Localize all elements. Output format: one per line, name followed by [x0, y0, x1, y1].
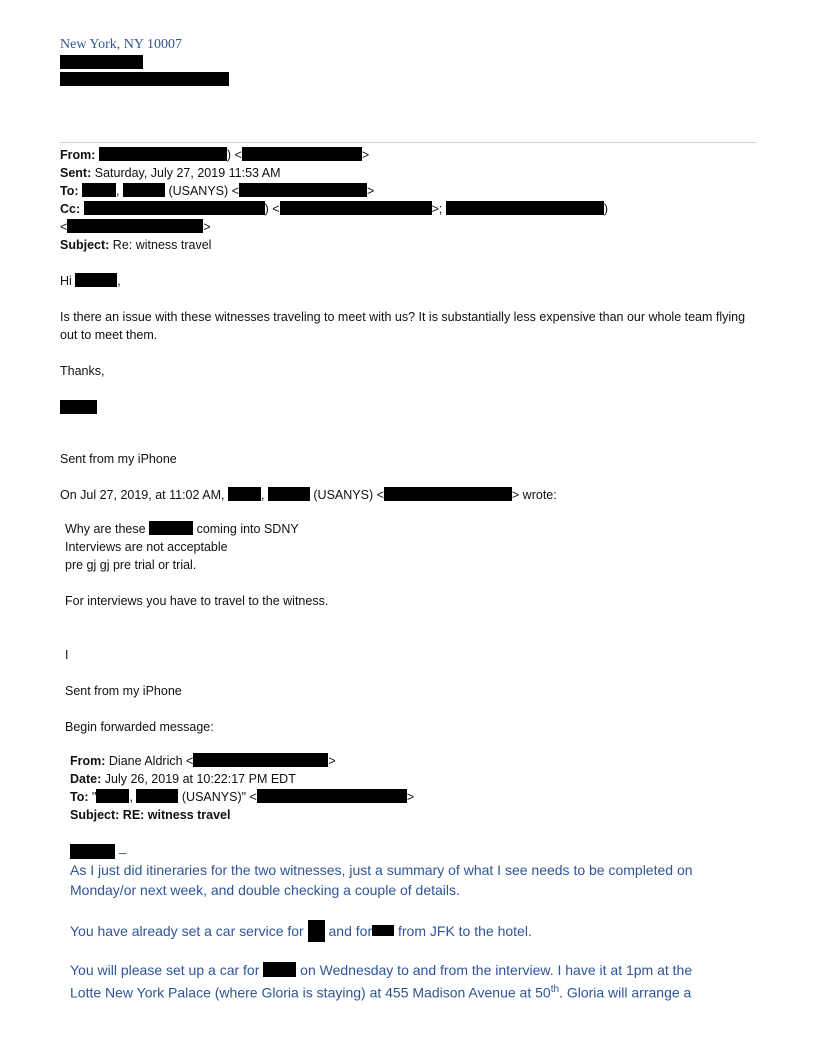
email-header	[60, 146, 608, 254]
redaction	[75, 273, 117, 287]
intro-date: On Jul 27, 2019, at 11:02 AM,	[60, 488, 225, 502]
redaction	[257, 789, 407, 803]
subject-line	[60, 236, 608, 254]
p3-line-1	[70, 960, 692, 980]
from-label: From:	[60, 148, 96, 162]
fwd-from-line: From: Diane Aldrich < >	[70, 754, 336, 768]
fwd-paragraph-1: As I just did itineraries for the two witnesses, just a summary of what I see needs to be completed on Monday/or next week, and double checking a couple of details.	[70, 862, 693, 898]
p3-line-2	[70, 980, 692, 1003]
cc-label: Cc:	[60, 202, 81, 216]
sent-value: Saturday, July 27, 2019 11:53 AM	[94, 166, 281, 180]
quoted-stray-text: I	[65, 648, 69, 662]
intro-org: (USANYS) <	[313, 488, 384, 502]
fwd-to-line: To: " , (USANYS)" < >	[70, 790, 415, 804]
p2-c: from JFK to the hotel.	[398, 923, 532, 939]
forwarded-header	[70, 752, 414, 824]
greeting-text: Hi	[60, 274, 72, 288]
redaction	[70, 844, 115, 859]
redaction	[193, 753, 328, 767]
redaction	[268, 487, 310, 501]
fwd-paragraph-3	[70, 960, 692, 1003]
letterhead-address: New York, NY 10007	[60, 37, 182, 52]
redaction	[239, 183, 367, 197]
redaction	[384, 487, 512, 501]
p2-b: and for	[328, 923, 373, 939]
header-divider	[60, 142, 756, 143]
from-line: From: ) < >	[60, 148, 370, 162]
salutation-dash: –	[118, 844, 127, 860]
reply-body: Is there an issue with these witnesses traveling to meet with us? It is substantially less expensive than our whole team flying out to meet them.	[60, 310, 746, 342]
quoted-line-2: Interviews are not acceptable	[65, 540, 228, 554]
redaction	[280, 201, 432, 215]
redaction	[99, 147, 227, 161]
quoted-line-1	[65, 520, 299, 538]
p2-a: You have already set a car service for	[70, 923, 304, 939]
redaction	[84, 201, 265, 215]
p3-d: . Gloria will arrange a	[559, 984, 692, 1001]
redaction	[446, 201, 604, 215]
sent-from-iphone: Sent from my iPhone	[60, 452, 177, 466]
fwd-date-line	[70, 770, 414, 788]
redaction	[96, 789, 129, 803]
to-org: (USANYS) <	[168, 184, 239, 198]
sent-line	[60, 164, 608, 182]
redaction	[136, 789, 178, 803]
p3-c: Lotte New York Palace (where Gloria is staying) at 455 Madison Avenue at 50	[70, 984, 551, 1001]
fwd-to-org: (USANYS)" <	[181, 790, 257, 804]
forwarded-intro: Begin forwarded message:	[65, 720, 214, 734]
fwd-subject-value: RE: witness travel	[122, 808, 231, 822]
quoted-sent-from: Sent from my iPhone	[65, 684, 182, 698]
to-label: To:	[60, 184, 79, 198]
redaction	[82, 183, 116, 197]
redaction	[263, 962, 296, 977]
why-suffix: coming into SDNY	[196, 522, 299, 536]
why-prefix: Why are these	[65, 522, 146, 536]
subject-value: Re: witness travel	[112, 238, 212, 252]
p3-a: You will please set up a car for	[70, 962, 260, 978]
p3-b: on Wednesday to and from the interview. I have it at 1pm at the	[300, 962, 693, 978]
sent-label: Sent:	[60, 166, 92, 180]
redaction	[149, 521, 193, 535]
quote-intro: On Jul 27, 2019, at 11:02 AM, , (USANYS) < > wrote:	[60, 488, 557, 502]
cc-line-2: < >	[60, 220, 211, 234]
redaction	[242, 147, 362, 161]
subject-label: Subject:	[60, 238, 110, 252]
signature-redaction	[60, 400, 97, 414]
fwd-from-name: Diane Aldrich <	[108, 754, 194, 768]
fwd-date-label: Date:	[70, 772, 102, 786]
fwd-salutation	[70, 842, 127, 862]
fwd-to-label: To:	[70, 790, 89, 804]
fwd-date-value: July 26, 2019 at 10:22:17 PM EDT	[104, 772, 296, 786]
redaction	[308, 920, 325, 942]
to-line: To: , (USANYS) < >	[60, 184, 375, 198]
fwd-subject-line	[70, 806, 414, 824]
redaction	[60, 55, 143, 69]
quoted-message	[65, 520, 299, 574]
quoted-line-4: For interviews you have to travel to the witness.	[65, 594, 329, 608]
redaction	[60, 72, 229, 86]
fwd-from-label: From:	[70, 754, 106, 768]
redaction	[372, 925, 394, 936]
redaction	[67, 219, 203, 233]
fwd-paragraph-2	[70, 920, 532, 942]
cc-line: Cc: ) < >; )	[60, 202, 608, 216]
redaction	[228, 487, 261, 501]
intro-wrote: > wrote:	[511, 488, 557, 502]
signoff: Thanks,	[60, 364, 105, 378]
fwd-subject-label: Subject:	[70, 808, 120, 822]
quoted-line-3: pre gj gj pre trial or trial.	[65, 558, 197, 572]
p3-sup: th	[550, 984, 560, 995]
greeting: Hi ,	[60, 274, 121, 288]
redaction	[123, 183, 165, 197]
